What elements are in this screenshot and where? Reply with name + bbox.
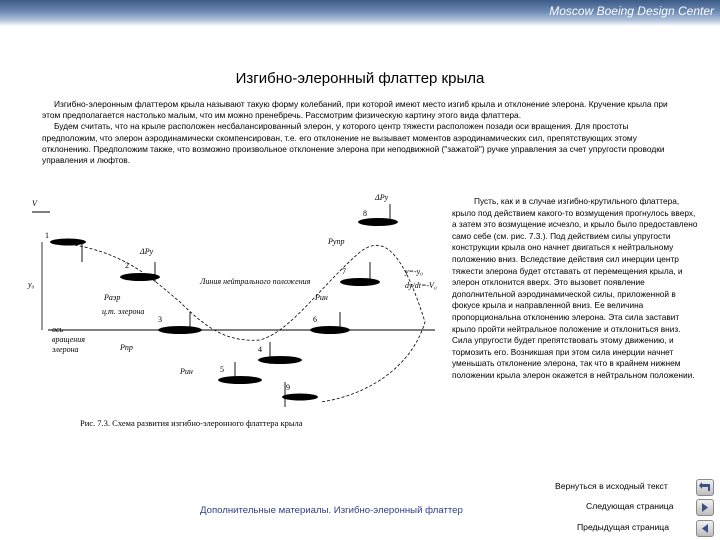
previous-page-link[interactable]: Предыдущая страница <box>577 522 669 532</box>
axis-label-3: элерона <box>52 345 79 354</box>
side-text: Пусть, как и в случае изгибно-крутильного флаттера, крыло под действием какого-то возмущения прогнулось вверх, а затем это возмущение исчезло, и крыло было предоставлено само себе (см. рис. 7.3.). Под действием силы упругости конструкции крыла оно начнет двигаться к нейтральному положению вниз. Вследствие действия сил инерции центр тяжести элерона будет отставать от перемещения крыла, и элерон отклонится вверх. Это вызовет появление дополнительной аэродинамической силы, приложенной в фокусе крыла и направленной вниз. Ее величина пропорциональна отклонению элерона. Эта сила заставит крыло пройти нейтральное положение и отклониться вниз. Сила упругости будет препятствовать этому движению, и тормозить его. Возникшая при этом сила инерции начнет уменьшать отклонение элерона, так что в крайнем нижнем положении крыла элерон окажется в нейтральном положении. <box>452 196 698 380</box>
next-button[interactable] <box>696 499 714 516</box>
point-9-label: 9 <box>286 383 290 392</box>
point-7-label: 7 <box>342 267 346 276</box>
prev-button[interactable] <box>696 520 714 537</box>
force-py-label: ΔPу <box>140 247 154 256</box>
airfoil-5 <box>218 365 262 384</box>
airfoil-7 <box>340 267 380 286</box>
point-5-label: 5 <box>220 365 224 374</box>
intro-text <box>42 99 682 166</box>
header-bar <box>0 0 720 26</box>
intro-paragraph-1: Изгибно-элеронным флаттером крыла называют такую форму колебаний, при которой имеют место изгиб крыла и отклонение элерона. Кручение крыла при этом предполагается настолько малым, что им можно пренебречь. Рассмотрим физическую картину этого вида флаттера. <box>42 99 668 121</box>
velocity-eq-label: dy/dt=-V₀ <box>405 281 437 290</box>
point-6-label: 6 <box>313 315 317 324</box>
force-pupr-label: Pупр <box>328 237 345 246</box>
y0-label: y₀ <box>28 280 35 289</box>
arrow-right-icon <box>697 500 713 515</box>
flutter-diagram <box>30 192 448 430</box>
airfoil-1 <box>45 231 86 246</box>
point-1-label: 1 <box>45 231 49 240</box>
force-paer-label: Pаэр <box>104 293 121 302</box>
axis-label-2: вращения <box>52 335 85 344</box>
point-3-label: 3 <box>158 315 162 324</box>
footer-materials-link[interactable]: Дополнительные материалы. Изгибно-элеронный флаттер <box>200 505 463 516</box>
force-pin-right-label: Pин <box>315 293 328 302</box>
point-4-label: 4 <box>258 345 262 354</box>
airfoil-6 <box>310 315 350 334</box>
neutral-line-label-1: Линия нейтрального положения <box>200 277 311 286</box>
airfoil-3 <box>158 315 202 334</box>
force-py-top-label: ΔPу <box>375 193 389 202</box>
brand-title: Moscow Boeing Design Center <box>549 4 714 18</box>
arrow-left-icon <box>697 521 713 536</box>
force-pin-label: Pин <box>180 367 193 376</box>
displacement-label: y=-y₀ <box>405 267 423 276</box>
point-8-label: 8 <box>363 209 367 218</box>
back-button[interactable] <box>696 479 714 496</box>
airfoil-8 <box>358 209 398 226</box>
force-ppr-label: Pпр <box>120 343 133 352</box>
airfoil-9 <box>282 383 318 401</box>
next-page-link[interactable]: Следующая страница <box>586 501 674 511</box>
point-2-label: 2 <box>125 261 129 270</box>
intro-paragraph-2: Будем считать, что на крыле расположен несбалансированный элерон, у которого центр тяжести расположен позади оси вращения. Для простоты предположим, что элерон аэродинамически скомпенсирован, т.е. его отклонение не вызывает моментов аэродинамических сил, препятствующих этому отклонению. Предположим также, что возможно произвольное отклонение элерона при неподвижной ("зажатой") ручке управления за счет упругости проводки управления и люфтов. <box>42 121 665 166</box>
page-title: Изгибно-элеронный флаттер крыла <box>235 70 485 87</box>
airfoil-4 <box>258 345 302 364</box>
back-to-text-link[interactable]: Вернуться в исходный текст <box>555 481 668 491</box>
return-icon <box>697 480 713 495</box>
velocity-label: V <box>32 199 37 208</box>
axis-label-1: ось <box>52 325 64 334</box>
cg-label: ц.т. элерона <box>102 307 145 316</box>
figure-caption: Рис. 7.3. Схема развития изгибно-элеронного флаттера крыла <box>80 418 303 428</box>
